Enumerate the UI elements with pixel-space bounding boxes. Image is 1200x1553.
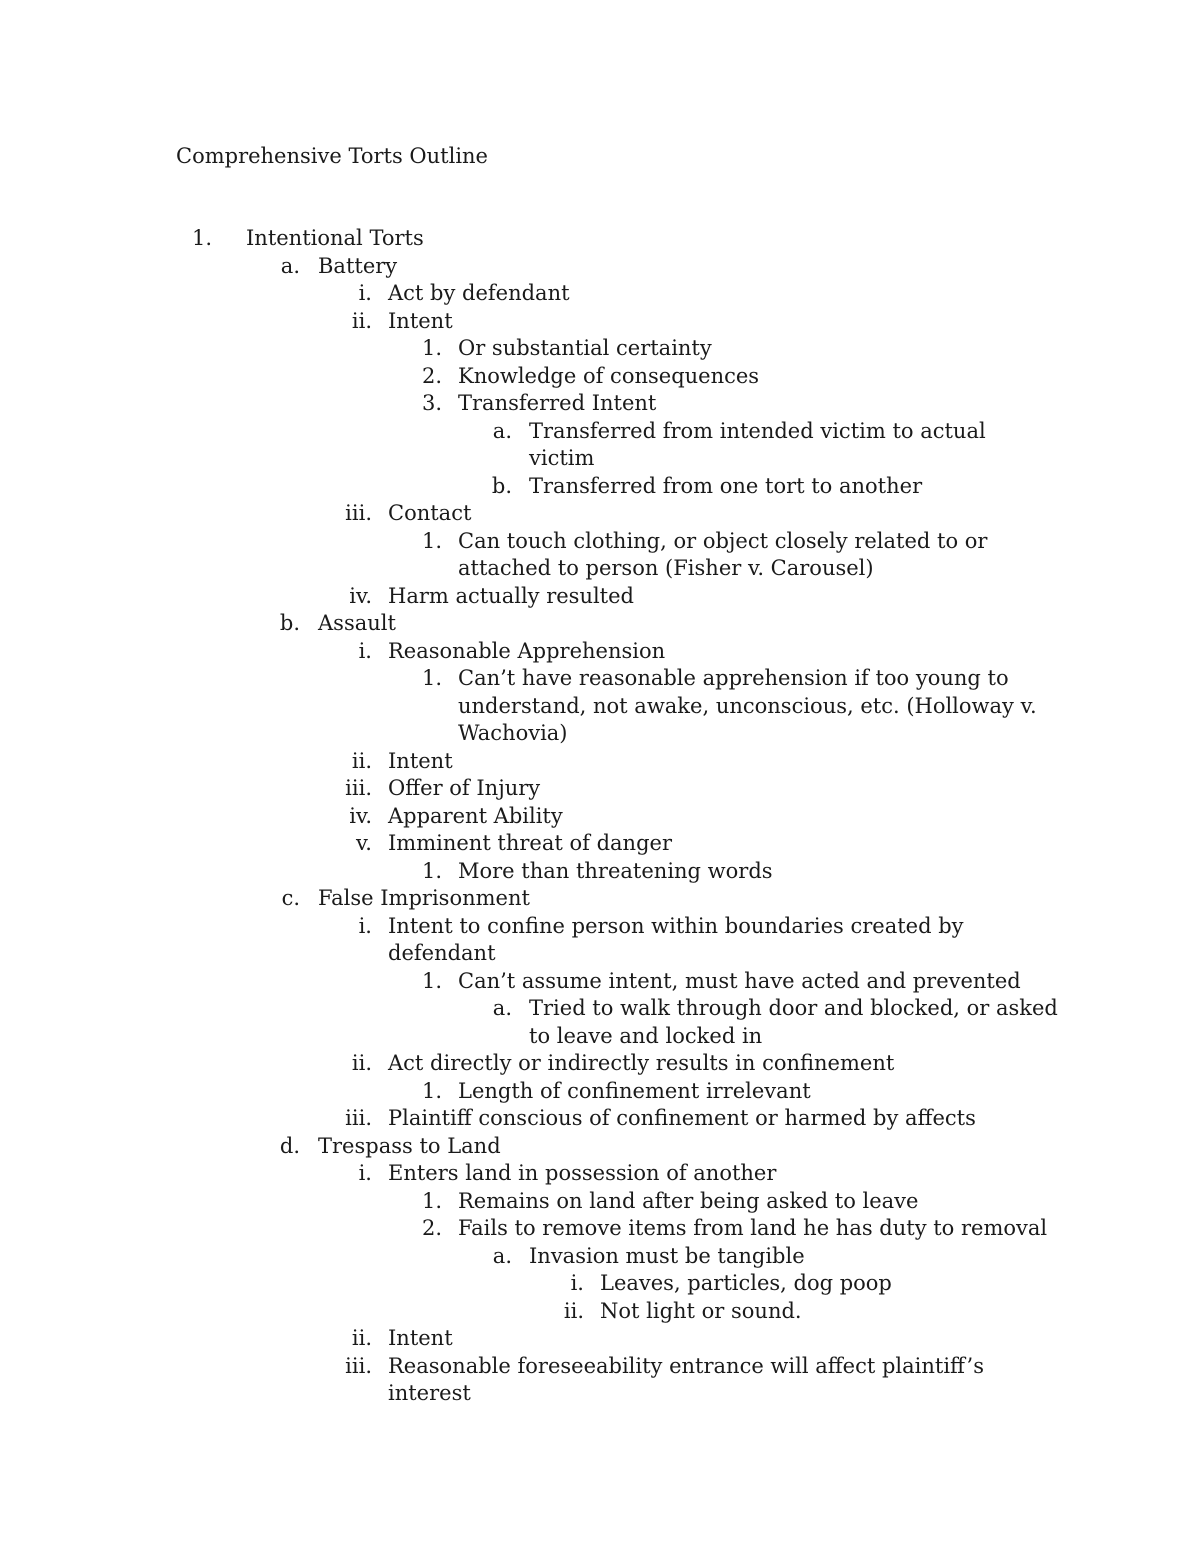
outline-marker: b.: [491, 473, 512, 498]
outline-marker: ii.: [563, 1298, 584, 1323]
outline-text: Wachovia): [458, 721, 568, 745]
outline-item: [0, 500, 1200, 528]
outline-item: [0, 803, 1200, 831]
outline-item: [0, 1160, 1200, 1188]
document-title: Comprehensive Torts Outline: [176, 144, 488, 168]
outline-item: [0, 1105, 1200, 1133]
outline-item: [0, 1133, 1200, 1161]
outline-marker: 1.: [191, 226, 212, 250]
outline-marker: a.: [492, 1243, 512, 1268]
outline-item: [0, 610, 1200, 638]
outline-text: Can’t assume intent, must have acted and prevented: [458, 968, 1021, 993]
outline-item: [0, 528, 1200, 556]
outline-text: defendant: [388, 941, 496, 965]
outline-text: Reasonable Apprehension: [388, 638, 666, 663]
outline-marker: i.: [570, 1271, 584, 1295]
outline-item: [0, 693, 1200, 721]
outline-text: Apparent Ability: [388, 803, 563, 828]
outline-text: interest: [388, 1381, 471, 1405]
outline-marker: iii.: [345, 1106, 372, 1130]
outline-item: [0, 1215, 1200, 1243]
outline-marker: 1.: [421, 666, 442, 690]
outline-text: Or substantial certainty: [458, 336, 712, 360]
outline-text: Harm actually resulted: [388, 583, 634, 608]
outline-text: Trespass to Land: [318, 1133, 501, 1158]
outline-marker: i.: [358, 281, 372, 305]
outline-marker: i.: [358, 638, 372, 663]
outline-text: Not light or sound.: [600, 1298, 802, 1323]
outline-text: understand, not awake, unconscious, etc. (Holloway v.: [458, 693, 1037, 718]
outline-item: [0, 1188, 1200, 1216]
outline-item: [0, 830, 1200, 858]
outline-marker: 2.: [421, 1216, 442, 1240]
outline-text: Transferred from one tort to another: [529, 473, 923, 498]
outline-item: [0, 418, 1200, 446]
outline-text: Battery: [318, 253, 398, 278]
outline-item: [0, 445, 1200, 473]
outline-item: [0, 308, 1200, 336]
outline-item: [0, 1050, 1200, 1078]
outline-marker: ii.: [351, 1326, 372, 1350]
outline-text: Intent: [388, 1326, 453, 1350]
outline-item: [0, 940, 1200, 968]
outline-text: Intentional Torts: [246, 226, 424, 250]
outline-marker: a.: [492, 996, 512, 1020]
outline-marker: 1.: [421, 1078, 442, 1103]
outline-item: [0, 665, 1200, 693]
outline-text: Enters land in possession of another: [388, 1161, 777, 1185]
outline-item: [0, 555, 1200, 583]
outline-text: Leaves, particles, dog poop: [600, 1271, 892, 1295]
outline-text: Act directly or indirectly results in confinement: [388, 1051, 895, 1075]
outline-text: Can touch clothing, or object closely related to or: [458, 528, 988, 553]
outline-item: [0, 280, 1200, 308]
outline-marker: iv.: [349, 803, 372, 828]
outline-text: Imminent threat of danger: [388, 831, 672, 855]
outline-item: [0, 913, 1200, 941]
outline-item: [0, 1353, 1200, 1381]
outline-item: [0, 968, 1200, 996]
outline-item: [0, 885, 1200, 913]
outline-text: Remains on land after being asked to leave: [458, 1188, 919, 1213]
outline-text: More than threatening words: [458, 858, 773, 883]
outline-text: Fails to remove items from land he has duty to removal: [458, 1216, 1048, 1240]
outline-item: [0, 583, 1200, 611]
outline-text: Offer of Injury: [388, 776, 541, 800]
outline-text: Intent: [388, 748, 453, 773]
outline-text: Knowledge of consequences: [458, 363, 760, 388]
outline-text: Intent to confine person within boundaries created by: [388, 913, 964, 938]
outline-item: [0, 1078, 1200, 1106]
outline-marker: c.: [281, 886, 300, 910]
outline-marker: 1.: [421, 1188, 442, 1213]
outline-text: False Imprisonment: [318, 886, 530, 910]
outline-marker: 1.: [421, 968, 442, 993]
outline-item: [0, 775, 1200, 803]
outline-marker: ii.: [351, 308, 372, 333]
outline-text: Invasion must be tangible: [529, 1243, 805, 1268]
outline-item: [0, 720, 1200, 748]
outline-marker: v.: [355, 831, 372, 855]
outline-text: Can’t have reasonable apprehension if too young to: [458, 666, 1009, 690]
outline-text: Reasonable foreseeability entrance will affect plaintiff’s: [388, 1353, 984, 1378]
outline-marker: a.: [492, 418, 512, 443]
outline-text: Transferred Intent: [458, 391, 657, 415]
outline-item: [0, 1298, 1200, 1326]
outline-marker: iii.: [345, 776, 372, 800]
outline-marker: i.: [358, 1161, 372, 1185]
outline-marker: i.: [358, 913, 372, 938]
outline-text: Plaintiff conscious of confinement or harmed by affects: [388, 1106, 976, 1130]
outline-marker: d.: [279, 1133, 300, 1158]
outline-text: Assault: [318, 611, 396, 635]
outline-marker: 1.: [421, 336, 442, 360]
outline-text: Intent: [388, 308, 453, 333]
outline-text: Contact: [388, 501, 472, 525]
outline-item: [0, 1243, 1200, 1271]
outline-item: [0, 390, 1200, 418]
outline-item: [0, 748, 1200, 776]
outline-marker: 3.: [421, 391, 442, 415]
outline-item: [0, 1023, 1200, 1051]
outline-item: [0, 995, 1200, 1023]
outline-marker: ii.: [351, 1051, 372, 1075]
outline-item: [0, 225, 1200, 253]
outline-text: Tried to walk through door and blocked, or asked: [529, 996, 1058, 1020]
outline-marker: iv.: [349, 583, 372, 608]
outline-item: [0, 638, 1200, 666]
outline-marker: 1.: [421, 858, 442, 883]
outline-item: [0, 363, 1200, 391]
outline-marker: iii.: [345, 501, 372, 525]
outline-text: Transferred from intended victim to actual: [529, 418, 986, 443]
outline-text: Length of confinement irrelevant: [458, 1078, 811, 1103]
outline-marker: iii.: [345, 1353, 372, 1378]
outline-marker: a.: [280, 253, 300, 278]
outline-item: [0, 473, 1200, 501]
outline-marker: 2.: [421, 363, 442, 388]
outline-item: [0, 335, 1200, 363]
outline-item: [0, 858, 1200, 886]
outline-marker: 1.: [421, 528, 442, 553]
outline-item: [0, 1380, 1200, 1408]
outline-item: [0, 1270, 1200, 1298]
outline-marker: ii.: [351, 748, 372, 773]
outline-text: victim: [529, 446, 595, 470]
outline-marker: b.: [279, 611, 300, 635]
outline-item: [0, 1325, 1200, 1353]
outline-text: Act by defendant: [388, 281, 570, 305]
outline-item: [0, 253, 1200, 281]
outline-text: attached to person (Fisher v. Carousel): [458, 556, 874, 580]
outline-text: to leave and locked in: [529, 1023, 763, 1048]
